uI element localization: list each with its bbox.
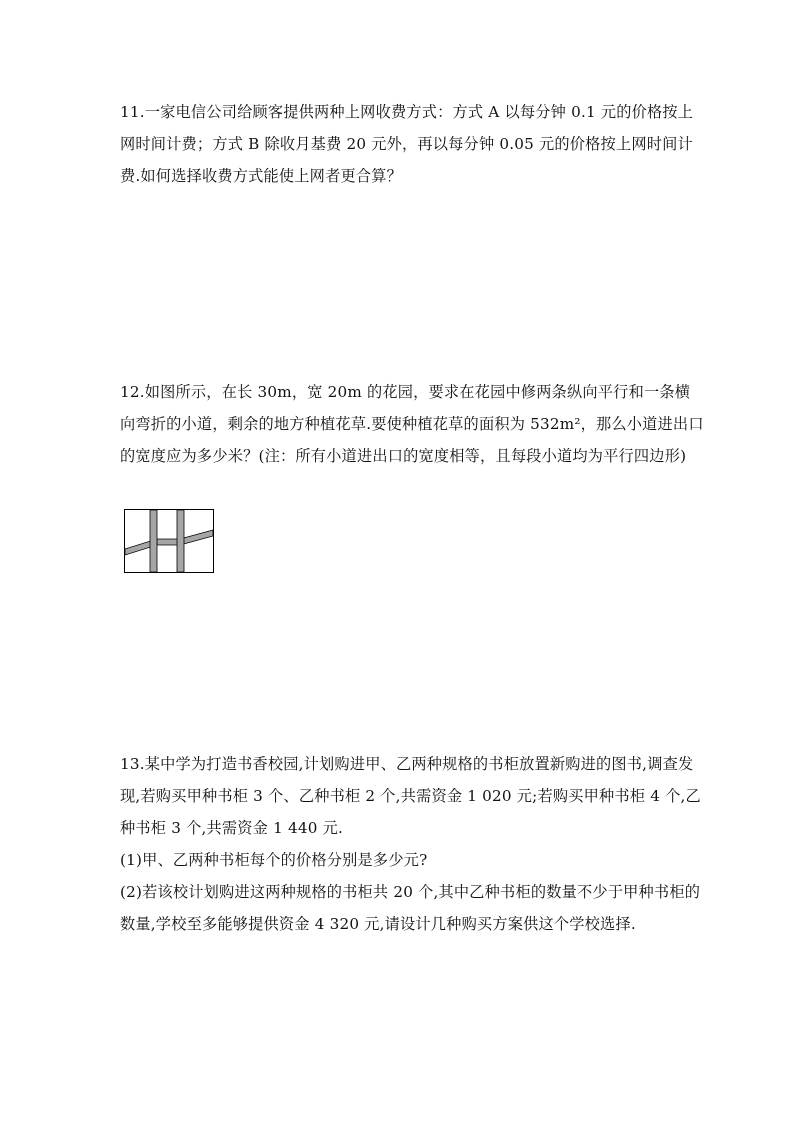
problem-13-part1: (1)甲、乙两种书柜每个的价格分别是多少元? (120, 851, 428, 869)
problem-12 (120, 376, 704, 472)
problem-11-text: 11.一家电信公司给顾客提供两种上网收费方式：方式 A 以每分钟 0.1 元的价格按上网时间计费；方式 B 除收月基费 20 元外，再以每分钟 0.05 元的价格按上网时间计费.如何选择收费方式能使上网者更合算？ (120, 103, 694, 185)
problem-13-intro: 13.某中学为打造书香校园,计划购进甲、乙两种规格的书柜放置新购进的图书,调查发现,若购买甲种书柜 3 个、乙种书柜 2 个,共需资金 1 020 元;若购买甲种书柜 4 个,乙种书柜 3 个,共需资金 1 440 元. (120, 755, 701, 837)
vertical-path-right (177, 510, 184, 572)
problem-13 (120, 748, 704, 940)
horizontal-path-middle (157, 539, 180, 545)
garden-diagram (124, 509, 214, 573)
problem-12-text: 12.如图所示，在长 30m，宽 20m 的花园，要求在花园中修两条纵向平行和一条横向弯折的小道，剩余的地方种植花草.要使种植花草的面积为 532m²，那么小道进出口的宽度应为多少米？(注：所有小道进出口的宽度相等，且每段小道均为平行四边形) (120, 383, 704, 465)
problem-11 (120, 96, 704, 192)
vertical-path-left (150, 510, 157, 572)
garden-diagram-svg (124, 509, 214, 573)
problem-13-part2: (2)若该校计划购进这两种规格的书柜共 20 个,其中乙种书柜的数量不少于甲种书柜的数量,学校至多能够提供资金 4 320 元,请设计几种购买方案供这个学校选择. (120, 883, 701, 933)
